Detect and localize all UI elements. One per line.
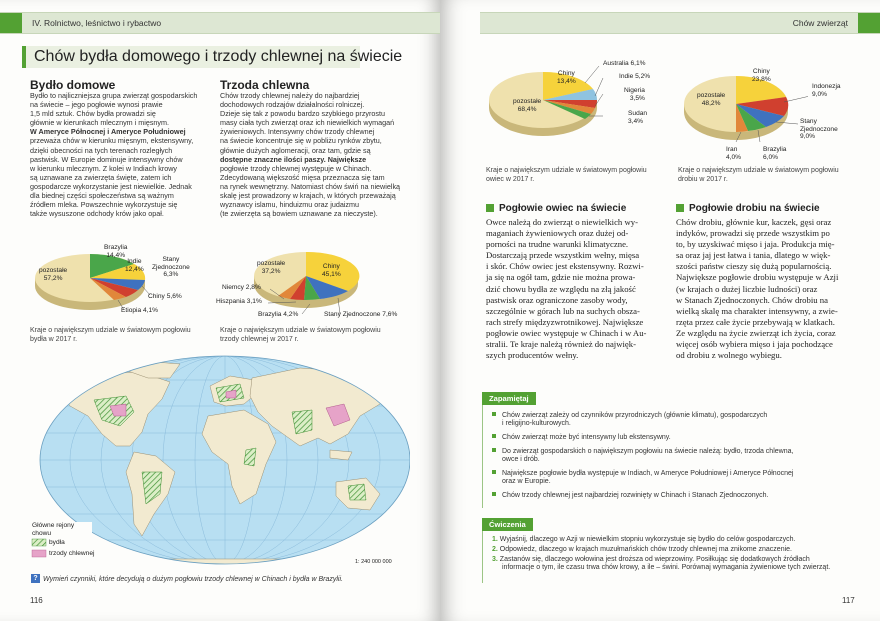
poultry-paragraph	[676, 217, 852, 361]
text-line: głównie w kierunkach mlecznym i mięsnym.	[30, 118, 170, 128]
text-line: na rynek wewnętrzny. Natomiast chów świń na niewielką	[220, 181, 401, 191]
poultry-label-brazylia	[763, 146, 786, 161]
exercise-number: 1.	[492, 536, 498, 543]
cattle-label-pozostale	[39, 267, 67, 282]
item-text: Chów zwierząt może być intensywny lub ekstensywny.	[502, 434, 671, 441]
text-line: maganiach żywieniowych oraz dużej od-	[486, 228, 629, 239]
label-text: Nigeria	[624, 87, 645, 94]
world-map	[30, 354, 410, 569]
label-value: 45,1%	[322, 270, 341, 278]
exercise-text: informacje o tym, ile czasu trwa chów krowy, a ile – świni. Porównaj wymagania żywieniowe tych zwierząt.	[502, 564, 831, 572]
label-value: 9,0%	[812, 90, 828, 98]
label-value: 6,0%	[763, 153, 779, 161]
label-text: Indonezja	[812, 83, 841, 90]
caption-line: bydła w 2017 r.	[30, 336, 78, 343]
label-value: 12,4%	[125, 265, 144, 273]
bullet-icon	[492, 492, 496, 496]
cattle-label-usa	[152, 256, 190, 279]
pigs-label-chiny	[322, 263, 341, 278]
text-line: (te zwierzęta są bowiem uznawane za nieczyste).	[220, 209, 378, 219]
label-value: 13,4%	[557, 77, 576, 85]
heading-text: Pogłowie owiec na świecie	[499, 203, 627, 214]
poultry-label-indonezja	[812, 83, 841, 98]
poultry-heading	[676, 203, 820, 214]
text-line: na świecie – jego pogłowie wynosi prawie	[30, 100, 163, 110]
text-line: Bydło to najliczniejsza grupa zwierząt gospodarskich	[30, 91, 198, 100]
exercise-text: Odpowiedz, dlaczego w krajach muzułmańskich chów trzody chlewnej ma znikome znaczenie.	[499, 546, 792, 553]
bullet-icon	[492, 448, 496, 452]
exercise-item	[492, 536, 795, 544]
sheep-heading	[486, 203, 626, 214]
caption-line: owiec w 2017 r.	[486, 176, 535, 183]
text-line: szczególnie w górach lub na suchych obsza-	[486, 305, 640, 316]
exercise-text: Wyjaśnij, dlaczego w Azji w niewielkim stopniu wykorzystuje się bydło do celów gospodarczych.	[499, 536, 796, 543]
text-line: rach strefy międzyzwrotnikowej. Największe	[486, 316, 644, 327]
text-line: na świecie koncentruje się w pobliżu rynków zbytu,	[220, 136, 382, 146]
text-line: sa oraz jaj jest łatwa i tania, dlatego w więk-	[676, 250, 831, 261]
label-value: 37,2%	[261, 267, 281, 275]
cattle-heading: Bydło domowe	[30, 78, 116, 92]
bullet-icon	[492, 470, 496, 474]
caption-line: Kraje o największym udziale w światowym pogłowiu	[486, 167, 647, 174]
lesson-title-box	[22, 46, 403, 68]
item-text: i religijno-kulturowych.	[502, 420, 571, 428]
text-line: wyznawcy islamu, hinduizmu oraz judaizmu	[220, 200, 360, 210]
text-line: od drobiu z wolnego wybiegu.	[676, 350, 782, 361]
cattle-label-indie	[125, 258, 144, 273]
text-line: stralii. Te kraje należą również do najwięk-	[486, 339, 636, 350]
label-text: Chiny	[322, 263, 340, 270]
sheep-pie-chart	[485, 56, 605, 146]
label-text: Iran	[726, 146, 738, 153]
poultry-label-chiny	[752, 68, 771, 83]
exercise-number: 2.	[492, 546, 498, 553]
remember-item	[492, 434, 671, 442]
text-line: szości państw cieszy się dużą popularnością.	[676, 261, 832, 272]
text-line: przeważa chów w kierunku mięsnym, ekstensywny,	[30, 136, 194, 146]
sheep-chart-caption	[486, 166, 647, 184]
text-line: to, by uzyskiwać mięso i jaja. Produkcja mię-	[676, 239, 835, 250]
sheep-label-sudan	[628, 110, 647, 125]
text-line: ja się na ogół tam, gdzie nie można prowa-	[486, 272, 636, 283]
sheep-paragraph	[486, 217, 662, 361]
label-text: Brazylia	[763, 146, 787, 153]
cattle-label-etiopia: Etiopia 4,1%	[121, 307, 159, 314]
exercise-number: 3.	[492, 556, 498, 563]
label-text: Indie	[127, 258, 142, 265]
exercise-item	[492, 556, 830, 573]
item-text: Największe pogłowie bydła występuje w Indiach, w Ameryce Południowej i Ameryce Północnej	[502, 470, 794, 477]
cattle-region	[244, 448, 256, 466]
text-line: Dzieje się tak z powodu bardzo szybkiego przyrostu	[220, 109, 385, 119]
leader-line	[784, 96, 808, 102]
text-line: i skór. Chów owiec jest ekstensywny. Rozwi-	[486, 261, 644, 272]
cattle-chart-caption	[30, 326, 191, 344]
page-number-left: 116	[30, 596, 43, 605]
text-line: (w krajach o dużej liczbie ludności) oraz	[676, 283, 818, 294]
remember-item	[492, 470, 793, 487]
text-line: dzić chowu bydła ze względu na złą jakość	[486, 283, 636, 294]
text-line: indyków, prowadzi się przede wszystkim po	[676, 228, 830, 239]
remember-item	[492, 448, 793, 465]
poultry-label-usa	[800, 118, 838, 141]
exercise-text: Zastanów się, dlaczego wołowina jest droższa od wieprzowiny. Posiłkując się dodatkowych źródłach	[499, 556, 810, 563]
sheep-label-indie: Indie 5,2%	[619, 73, 651, 80]
header-accent	[0, 13, 22, 33]
text-line: pogłowie owiec występuje w Chinach i w Au-	[486, 327, 647, 338]
label-value: 14,4%	[106, 251, 126, 259]
sheep-label-nigeria	[624, 87, 645, 102]
heading-text: Pogłowie drobiu na świecie	[689, 203, 820, 214]
exercises-box	[482, 531, 483, 583]
text-line: dochodowych rodzajów działalności rolniczej.	[220, 100, 365, 110]
poultry-chart-caption	[678, 166, 839, 184]
legend-cattle-swatch	[32, 539, 46, 546]
cattle-label-chiny: Chiny 5,6%	[148, 293, 182, 300]
text-line: źródłem mleka. Powszechnie wykorzystuje się	[30, 200, 178, 210]
section-header	[480, 12, 880, 34]
text-line: porności na trudne warunki klimatyczne.	[486, 239, 629, 250]
text-line: Owce należą do zwierząt o niewielkich wy-	[486, 217, 638, 227]
legend-pig-swatch	[32, 550, 46, 557]
pigs-label-brazylia: Brazylia 4,2%	[258, 311, 299, 318]
sheep-label-chiny	[557, 70, 576, 85]
text-line: dostępne znaczne ilości paszy. Największe	[220, 154, 367, 164]
label-text: pozostałe	[697, 92, 726, 99]
text-line: pastwisk. W Europie dominuje intensywny chów	[30, 154, 183, 164]
bullet-icon	[492, 434, 496, 438]
pigs-label-hiszpania: Hiszpania 3,1%	[216, 298, 262, 305]
cattle-label-brazylia	[104, 244, 127, 259]
label-text: Stany	[800, 118, 817, 125]
heading-square-icon	[676, 204, 684, 212]
text-line: także wysuszone odchody krów jako opał.	[30, 209, 164, 219]
text-line: w kierunku mlecznym. Z kolei w Indiach krowy	[30, 163, 177, 173]
text-line: szych producentów wełny.	[486, 350, 579, 361]
text-line: Największe pogłowie drobiu występuje w Azji	[676, 272, 839, 283]
text-line: pastwisk oraz ograniczone zasoby wody,	[486, 294, 628, 305]
pigs-label-usa: Stany Zjednoczone 7,6%	[324, 311, 398, 318]
sheep-label-pozostale	[513, 98, 541, 113]
remember-item	[492, 412, 767, 429]
text-line: więcej osób wybiera mięso i jaja pochodzące	[676, 339, 833, 350]
label-value: 4,0%	[726, 153, 742, 161]
label-text: Zjednoczone	[152, 263, 190, 271]
label-value: 48,2%	[701, 99, 721, 107]
label-value: 68,4%	[517, 105, 537, 113]
label-text: Brazylia	[104, 244, 128, 251]
pigs-chart-caption	[220, 326, 381, 344]
caption-line: trzody chlewnej w 2017 r.	[220, 336, 299, 343]
chapter-title: IV. Rolnictwo, leśnictwo i rybactwo	[32, 18, 162, 28]
poultry-label-iran	[726, 146, 741, 161]
map-question: Wymień czynniki, które decydują o dużym pogłowiu trzody chlewnej w Chinach i bydła w Brazylii.	[43, 576, 343, 583]
pigs-label-pozostale	[257, 260, 285, 275]
text-line: żywieniowych. Intensywny chów trzody chlewnej	[220, 127, 375, 137]
item-text: Chów trzody chlewnej jest najbardziej rozwinięty w Chinach i Stanach Zjednoczonych.	[502, 492, 769, 499]
cattle-region	[348, 484, 366, 500]
text-line: dla biednej części społeczeństwa są ważnym	[30, 191, 174, 201]
item-text: Do zwierząt gospodarskich o największym pogłowiu na świecie należą: bydło, trzoda chlewna,	[502, 448, 794, 455]
text-line: skalę jest prowadzony w krajach, w których przeważają	[220, 191, 396, 201]
remember-item	[492, 492, 769, 500]
section-title: Chów zwierząt	[792, 18, 848, 28]
text-line: są uznawane za zwierzęta święte, zatem ich	[30, 172, 172, 182]
label-value: 3,4%	[628, 117, 644, 125]
exercises-tab: Ćwiczenia	[482, 518, 533, 531]
text-line: gospodarcze wykorzystanie jest niewielkie. Jednak	[30, 181, 192, 191]
text-line: Zdecydowaną większość mięsa przeznacza się tam	[220, 172, 385, 182]
text-line: Ze względu na życie zwierząt ich życia, coraz	[676, 327, 836, 338]
cattle-paragraph	[30, 91, 210, 218]
header-accent	[858, 13, 880, 33]
caption-line: Kraje o największym udziale w światowym pogłowiu	[678, 167, 839, 174]
item-text: oraz w Europie.	[502, 478, 551, 486]
pigs-heading: Trzoda chlewna	[220, 78, 310, 92]
pigs-paragraph	[220, 91, 410, 218]
label-value: 23,8%	[752, 75, 771, 83]
text-line	[30, 127, 210, 136]
item-text: owce i drób.	[502, 456, 540, 464]
label-value: 9,0%	[800, 133, 816, 141]
text-line: głównie dużych aglomeracji, oraz tam, gdzie są	[220, 145, 371, 155]
caption-line: Kraje o największym udziale w światowym pogłowiu	[30, 327, 191, 334]
text-line: pogłowie trzody chlewnej występuje w Chinach.	[220, 163, 372, 173]
label-text: Chiny	[752, 68, 770, 75]
caption-line: drobiu w 2017 r.	[678, 176, 728, 183]
sheep-label-australia: Australia 6,1%	[603, 60, 646, 67]
text-line: wielką skalę ma charakter intensywny, a zwie-	[676, 305, 838, 316]
lesson-title: Chów bydła domowego i trzody chlewnej na świecie	[34, 48, 403, 65]
remember-box	[482, 405, 483, 508]
label-text: pozostałe	[513, 98, 542, 105]
leader-line	[595, 78, 603, 96]
label-value: 3,5%	[629, 94, 645, 102]
map-legend-cattle: bydła	[49, 539, 65, 546]
label-text: Chiny	[557, 70, 575, 77]
text-line: Chów drobiu, głównie kur, kaczek, gęsi oraz	[676, 217, 832, 227]
text-line: 1,5 mld sztuk. Chów bydła prowadzi się	[30, 109, 156, 119]
label-text: pozostałe	[257, 260, 286, 267]
text-line: Chów trzody chlewnej należy do najbardziej	[220, 91, 360, 100]
heading-square-icon	[486, 204, 494, 212]
label-text: Sudan	[628, 110, 648, 117]
item-text: Chów zwierząt zależy od czynników przyrodniczych (głównie klimatu), gospodarczych	[502, 412, 768, 419]
label-value: 57,2%	[43, 274, 63, 282]
page-number-right: 117	[842, 596, 855, 605]
pigs-label-niemcy: Niemcy 2,8%	[222, 284, 261, 291]
map-legend-pigs: trzody chlewnej	[49, 550, 95, 557]
text-line: Dostarczają przede wszystkim wełny, mięsa	[486, 250, 640, 261]
text-line: masy ciała tych zwierząt oraz ich niewielkich wymagań	[220, 118, 395, 128]
label-text: Stany	[162, 256, 180, 263]
chapter-header	[0, 12, 440, 34]
bullet-icon	[492, 412, 496, 416]
text-line: rzęta przez całe życie przebywają w klatkach.	[676, 316, 835, 327]
remember-tab: Zapamiętaj	[482, 392, 536, 405]
text-line: w Stanach Zjednoczonych. Chów drobiu na	[676, 294, 828, 305]
caption-line: Kraje o największym udziale w światowym pogłowiu	[220, 327, 381, 334]
label-text: Zjednoczone	[800, 125, 838, 133]
text-span: W Ameryce Północnej i Ameryce Południowej	[30, 127, 186, 137]
exercise-item	[492, 546, 792, 554]
leader-line	[585, 66, 599, 83]
map-scale: 1: 240 000 000	[355, 559, 392, 565]
label-text: pozostałe	[39, 267, 68, 274]
text-line: dzięki obecności na tych terenach rozległych	[30, 145, 173, 155]
label-value: 6,3%	[163, 271, 179, 279]
map-legend-title: Główne rejony chowu	[32, 522, 75, 537]
poultry-label-pozostale	[697, 92, 725, 107]
question-icon: ?	[31, 574, 40, 583]
indonesia	[330, 450, 352, 460]
